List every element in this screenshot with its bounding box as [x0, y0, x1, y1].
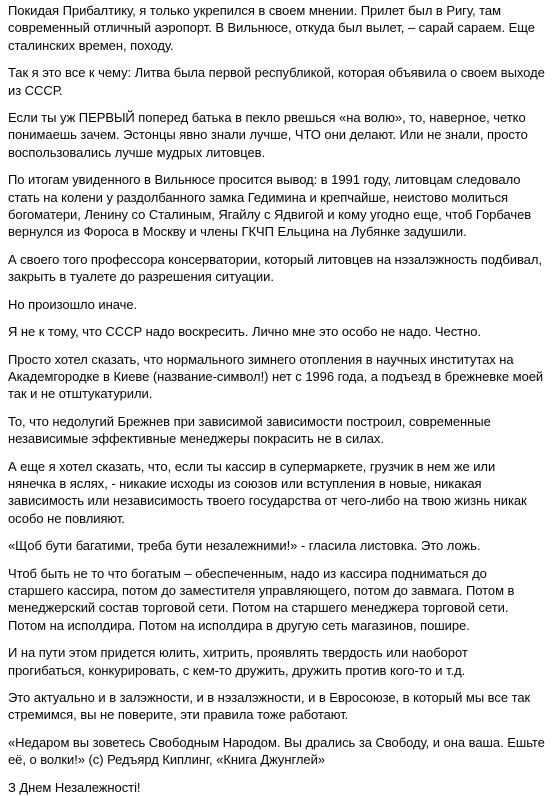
post-paragraph-13: И на пути этом придется юлить, хитрить, проявлять твердость или наоборот прогибаться, конкурировать, с кем-то дружить, дружить против кого-то и т.д.: [8, 645, 468, 678]
post-paragraph-7: Я не к тому, что СССР надо воскресить. Лично мне это особо не надо. Честно.: [8, 324, 481, 340]
post-paragraph-1: Покидая Прибалтику, я только укрепился в своем мнении. Прилет был в Ригу, там современный отличный аэропорт. В Вильнюсе, откуда был вылет, – сарай сараем. Еще сталинских времен, походу.: [8, 3, 535, 53]
post-paragraph-4: По итогам увиденного в Вильнюсе просится вывод: в 1991 году, литовцам следовало стать на колени у раздолбанного замка Гедимина и крепчайше, неистово молиться богоматери, Ленину со Сталиным, Ягайлу с Ядвигой и кому угодно еще, чтоб Горбачев вернулся из Фороса в Москву и члены ГКЧП Ельцина на Лубянке задушили.: [8, 172, 532, 240]
post-paragraph-15: «Недаром вы зоветесь Свободным Народом. Вы дрались за Свободу, и она ваша. Ешьте её, о волки!» (с) Редъярд Киплинг, «Книга Джунглей»: [8, 734, 545, 768]
post-paragraph-8: Просто хотел сказать, что нормального зимнего отопления в научных институтах на Академгородке в Киеве (название-символ!) нет с 1996 года, а подъезд в брежневке моей так и не отштукатурили.: [8, 351, 544, 402]
post-paragraph-10: А еще я хотел сказать, что, если ты кассир в супермаркете, грузчик в нем же или нянечка в яслях, - никакие исходы из союзов или вступления в новые, никакая зависимость или независимость твоего государства от чего-либо на твою жизнь никак особо не повлияют.: [8, 458, 527, 526]
post-paragraph-11: «Щоб бути багатими, треба бути незалежними!» - гласила листовка. Это ложь.: [8, 538, 481, 554]
post-paragraph-14: Это актуально и в залэжности, и в нэзалэжности, и в Евросоюзе, в который мы все так стремимся, вы не поверите, эти правила тоже работают.: [8, 690, 531, 723]
post-paragraph-12: Чтоб быть не то что богатым – обеспеченным, надо из кассира подниматься до старшего кассира, потом до заместителя управляющего, потом до завмага. Потом в менеджерский состав торговой сети. Потом на старшего менеджера торговой сети. Потом на исполдира. Потом на исполдира в другую сеть магазинов, пошире.: [8, 565, 515, 633]
post-paragraph-6: Но произошло иначе.: [8, 296, 138, 312]
post-paragraph-2: Так я это все к чему: Литва была первой республикой, которая объявила о своем выходе из СССР.: [8, 65, 545, 98]
post-paragraph-9: То, что недолугий Брежнев при зависимой зависимости построил, современные независимые эффективные менеджеры покрасить не в силах.: [8, 413, 491, 447]
post-paragraph-3: Если ты уж ПЕРВЫЙ поперед батька в пекло рвешься «на волю», то, наверное, четко понимаешь зачем. Эстонцы явно знали лучше, ЧТО они делают. Или не знали, просто воспользовались лучше мудрых литовцев.: [8, 110, 528, 160]
post-paragraph-16: З Днем Незалежності!: [8, 779, 141, 795]
post-paragraph-5: А своего того профессора консерватории, который литовцев на нэзалэжность подбивал, закрыть в туалете до разрешения ситуации.: [8, 251, 542, 285]
